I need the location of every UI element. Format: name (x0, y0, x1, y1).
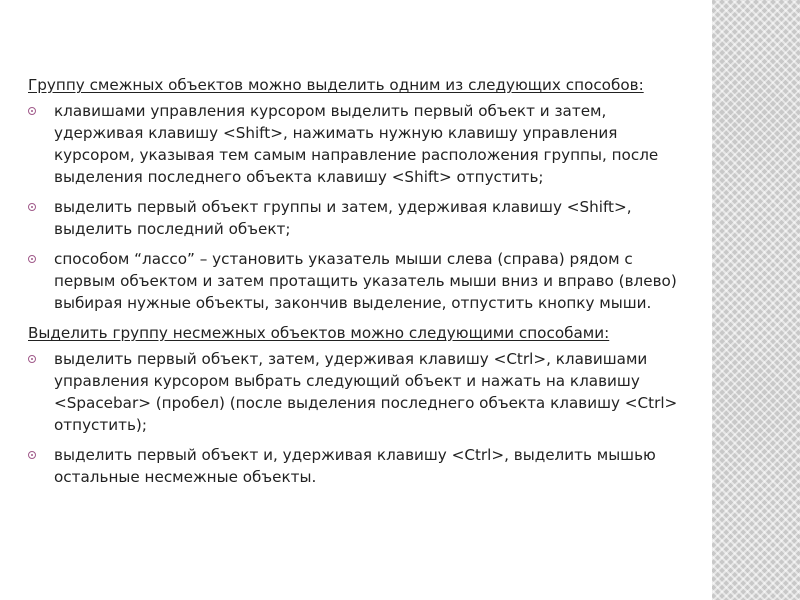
list-item (22, 444, 692, 488)
slide-content (22, 74, 692, 496)
heading-nonadjacent-selection: Выделить группу несмежных объектов можно следующими способами: (28, 324, 610, 342)
decorative-side-stripe (712, 0, 800, 600)
list-item-line: способом “лассо” – установить указатель мыши слева (справа) рядом с (54, 250, 633, 268)
list-item-line: выделить последний объект; (54, 220, 291, 238)
list-item-line: управления курсором выбрать следующий объект и нажать на клавишу (54, 372, 640, 390)
list-item (22, 196, 692, 240)
list-item-line: удерживая клавишу <Shift>, нажимать нужную клавишу управления (54, 124, 618, 142)
list-item-line: <Spacebar> (пробел) (после выделения последнего объекта клавишу <Ctrl> (54, 394, 678, 412)
list-item (22, 248, 692, 314)
list-item-line: выбирая нужные объекты, закончив выделение, отпустить кнопку мыши. (54, 294, 652, 312)
ring-bullet-icon (28, 255, 36, 263)
heading-adjacent-selection: Группу смежных объектов можно выделить одним из следующих способов: (28, 76, 644, 94)
list-item-line: выделить первый объект и, удерживая клавишу <Ctrl>, выделить мышью (54, 446, 656, 464)
list-item (22, 100, 692, 188)
list-item-line: курсором, указывая тем самым направление расположения группы, после (54, 146, 659, 164)
list-item-line: остальные несмежные объекты. (54, 468, 317, 486)
ring-bullet-icon (28, 355, 36, 363)
list-item-line: выделения последнего объекта клавишу <Shift> отпустить; (54, 168, 544, 186)
list-item (22, 348, 692, 436)
ring-bullet-icon (28, 107, 36, 115)
list-item-line: клавишами управления курсором выделить первый объект и затем, (54, 102, 607, 120)
list-item-line: выделить первый объект, затем, удерживая клавишу <Ctrl>, клавишами (54, 350, 648, 368)
ring-bullet-icon (28, 451, 36, 459)
list-item-line: отпустить); (54, 416, 147, 434)
ring-bullet-icon (28, 203, 36, 211)
list-item-line: выделить первый объект группы и затем, удерживая клавишу <Shift>, (54, 198, 632, 216)
list-item-line: первым объектом и затем протащить указатель мыши вниз и вправо (влево) (54, 272, 677, 290)
